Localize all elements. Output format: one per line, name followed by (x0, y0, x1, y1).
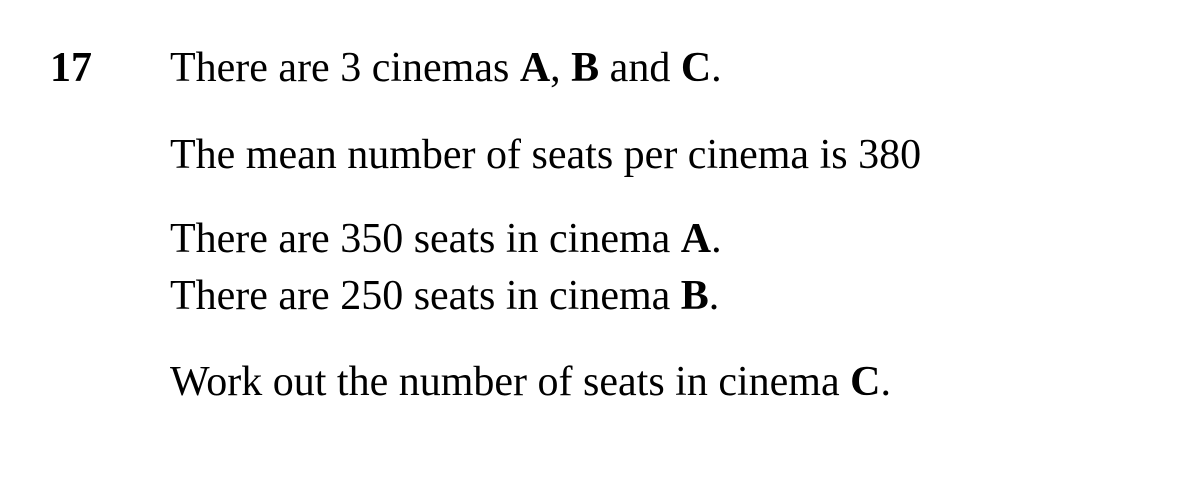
line1-sep2: and (599, 45, 681, 91)
question-line-work-out (170, 356, 891, 408)
line3-label: A (680, 216, 712, 262)
cinema-c-label: C (680, 45, 712, 91)
question-line-cinema-b (170, 270, 719, 322)
line1-end: . (711, 45, 722, 91)
line1-sep1: , (550, 45, 572, 91)
cinema-a-label: A (519, 45, 551, 91)
line4-label: B (680, 273, 709, 319)
line5-label: C (850, 359, 881, 405)
line5-text: Work out the number of seats in cinema (170, 359, 851, 405)
line4-end: . (708, 273, 720, 319)
question-line-mean: The mean number of seats per cinema is 380 (170, 132, 922, 178)
line1-text: There are 3 cinemas (170, 45, 520, 91)
question-line-cinema-a (170, 213, 722, 265)
question-line-cinemas (170, 42, 722, 94)
cinema-b-label: B (571, 45, 600, 91)
line3-end: . (711, 216, 722, 262)
line3-text: There are 350 seats in cinema (170, 216, 681, 262)
question-number: 17 (50, 45, 92, 91)
line4-text: There are 250 seats in cinema (170, 273, 681, 319)
line5-end: . (880, 359, 891, 405)
